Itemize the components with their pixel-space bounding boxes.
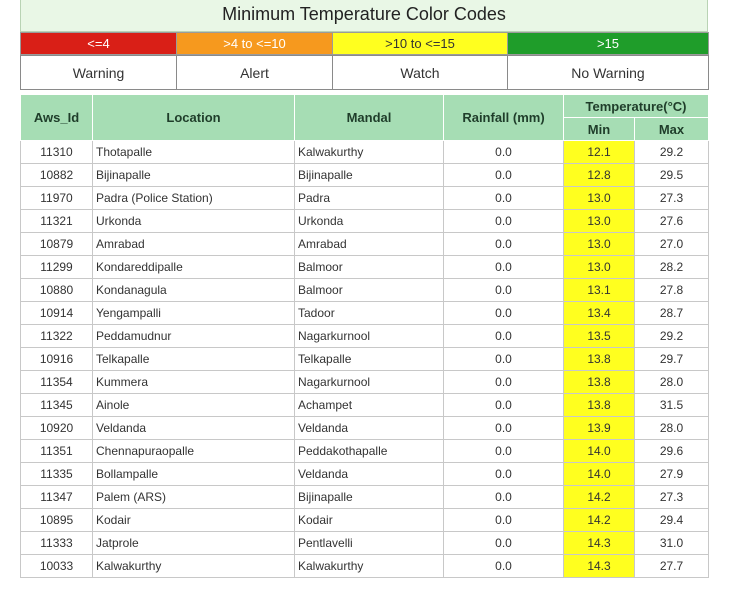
cell-rainfall: 0.0 (444, 210, 564, 233)
cell-mandal: Nagarkurnool (295, 371, 444, 394)
cell-aws-id: 11322 (21, 325, 93, 348)
cell-min-temp: 12.1 (564, 141, 635, 164)
cell-max-temp: 29.5 (635, 164, 709, 187)
cell-location: Bollampalle (93, 463, 295, 486)
cell-aws-id: 11335 (21, 463, 93, 486)
table-row (21, 509, 709, 532)
cell-aws-id: 10920 (21, 417, 93, 440)
cell-mandal: Kodair (295, 509, 444, 532)
cell-min-temp: 13.8 (564, 371, 635, 394)
cell-rainfall: 0.0 (444, 417, 564, 440)
cell-max-temp: 27.0 (635, 233, 709, 256)
cell-aws-id: 10914 (21, 302, 93, 325)
table-row (21, 394, 709, 417)
cell-location: Padra (Police Station) (93, 187, 295, 210)
cell-mandal: Balmoor (295, 256, 444, 279)
cell-location: Ainole (93, 394, 295, 417)
header-min: Min (564, 118, 635, 141)
cell-max-temp: 29.6 (635, 440, 709, 463)
table-row (21, 164, 709, 187)
table-row (21, 532, 709, 555)
legend-range-no-warning: >15 (508, 33, 709, 55)
table-row (21, 325, 709, 348)
cell-max-temp: 27.3 (635, 187, 709, 210)
table-row (21, 187, 709, 210)
cell-min-temp: 13.8 (564, 394, 635, 417)
cell-aws-id: 10033 (21, 555, 93, 578)
cell-aws-id: 11333 (21, 532, 93, 555)
header-location: Location (93, 95, 295, 141)
table-row (21, 233, 709, 256)
cell-max-temp: 29.7 (635, 348, 709, 371)
legend-range-row (21, 33, 709, 55)
cell-location: Thotapalle (93, 141, 295, 164)
cell-max-temp: 29.4 (635, 509, 709, 532)
cell-rainfall: 0.0 (444, 440, 564, 463)
table-row (21, 256, 709, 279)
cell-mandal: Peddakothapalle (295, 440, 444, 463)
cell-min-temp: 14.0 (564, 463, 635, 486)
legend-label-alert: Alert (177, 56, 333, 90)
table-row (21, 210, 709, 233)
cell-rainfall: 0.0 (444, 394, 564, 417)
cell-min-temp: 14.2 (564, 509, 635, 532)
cell-mandal: Pentlavelli (295, 532, 444, 555)
cell-aws-id: 11321 (21, 210, 93, 233)
header-rainfall: Rainfall (mm) (444, 95, 564, 141)
color-code-legend (20, 32, 709, 55)
legend-range-warning: <=4 (21, 33, 177, 55)
header-aws-id: Aws_Id (21, 95, 93, 141)
cell-rainfall: 0.0 (444, 509, 564, 532)
color-code-labels (20, 55, 709, 90)
cell-min-temp: 14.3 (564, 555, 635, 578)
cell-mandal: Telkapalle (295, 348, 444, 371)
table-row (21, 279, 709, 302)
table-row (21, 371, 709, 394)
cell-rainfall: 0.0 (444, 325, 564, 348)
cell-rainfall: 0.0 (444, 302, 564, 325)
cell-max-temp: 27.3 (635, 486, 709, 509)
cell-min-temp: 13.5 (564, 325, 635, 348)
cell-max-temp: 27.8 (635, 279, 709, 302)
cell-max-temp: 28.7 (635, 302, 709, 325)
table-row (21, 417, 709, 440)
cell-max-temp: 28.2 (635, 256, 709, 279)
cell-rainfall: 0.0 (444, 486, 564, 509)
cell-aws-id: 11351 (21, 440, 93, 463)
cell-aws-id: 10916 (21, 348, 93, 371)
cell-mandal: Bijinapalle (295, 486, 444, 509)
cell-min-temp: 13.8 (564, 348, 635, 371)
cell-location: Bijinapalle (93, 164, 295, 187)
cell-location: Kondanagula (93, 279, 295, 302)
cell-location: Urkonda (93, 210, 295, 233)
cell-rainfall: 0.0 (444, 555, 564, 578)
cell-aws-id: 11347 (21, 486, 93, 509)
header-mandal: Mandal (295, 95, 444, 141)
cell-max-temp: 29.2 (635, 325, 709, 348)
cell-location: Chennapuraopalle (93, 440, 295, 463)
cell-rainfall: 0.0 (444, 532, 564, 555)
cell-rainfall: 0.0 (444, 463, 564, 486)
header-temperature: Temperature(°C) (564, 95, 709, 118)
cell-max-temp: 31.5 (635, 394, 709, 417)
cell-aws-id: 10880 (21, 279, 93, 302)
cell-aws-id: 11299 (21, 256, 93, 279)
cell-mandal: Balmoor (295, 279, 444, 302)
legend-label-row (21, 56, 709, 90)
cell-mandal: Kalwakurthy (295, 141, 444, 164)
aws-data-table (20, 94, 709, 578)
cell-mandal: Kalwakurthy (295, 555, 444, 578)
cell-location: Jatprole (93, 532, 295, 555)
cell-aws-id: 10879 (21, 233, 93, 256)
cell-location: Yengampalli (93, 302, 295, 325)
cell-location: Veldanda (93, 417, 295, 440)
cell-location: Peddamudnur (93, 325, 295, 348)
cell-aws-id: 10895 (21, 509, 93, 532)
table-row (21, 486, 709, 509)
temperature-report (20, 0, 708, 578)
cell-min-temp: 13.0 (564, 233, 635, 256)
cell-mandal: Veldanda (295, 463, 444, 486)
table-row (21, 463, 709, 486)
table-row (21, 348, 709, 371)
cell-min-temp: 13.9 (564, 417, 635, 440)
table-row (21, 440, 709, 463)
cell-location: Kalwakurthy (93, 555, 295, 578)
cell-max-temp: 27.6 (635, 210, 709, 233)
cell-location: Amrabad (93, 233, 295, 256)
legend-label-watch: Watch (333, 56, 508, 90)
cell-rainfall: 0.0 (444, 348, 564, 371)
page-title: Minimum Temperature Color Codes (20, 0, 708, 32)
cell-max-temp: 27.7 (635, 555, 709, 578)
cell-rainfall: 0.0 (444, 164, 564, 187)
cell-location: Kummera (93, 371, 295, 394)
cell-min-temp: 14.3 (564, 532, 635, 555)
table-body (21, 141, 709, 578)
table-row (21, 555, 709, 578)
cell-aws-id: 10882 (21, 164, 93, 187)
cell-aws-id: 11310 (21, 141, 93, 164)
cell-min-temp: 13.0 (564, 187, 635, 210)
legend-range-watch: >10 to <=15 (333, 33, 508, 55)
cell-rainfall: 0.0 (444, 187, 564, 210)
cell-aws-id: 11970 (21, 187, 93, 210)
cell-aws-id: 11345 (21, 394, 93, 417)
cell-location: Telkapalle (93, 348, 295, 371)
cell-mandal: Tadoor (295, 302, 444, 325)
cell-max-temp: 28.0 (635, 371, 709, 394)
cell-rainfall: 0.0 (444, 141, 564, 164)
header-max: Max (635, 118, 709, 141)
cell-rainfall: 0.0 (444, 233, 564, 256)
cell-min-temp: 14.2 (564, 486, 635, 509)
legend-label-warning: Warning (21, 56, 177, 90)
cell-rainfall: 0.0 (444, 256, 564, 279)
cell-mandal: Bijinapalle (295, 164, 444, 187)
legend-range-alert: >4 to <=10 (177, 33, 333, 55)
cell-mandal: Amrabad (295, 233, 444, 256)
cell-min-temp: 12.8 (564, 164, 635, 187)
cell-rainfall: 0.0 (444, 279, 564, 302)
cell-mandal: Achampet (295, 394, 444, 417)
cell-max-temp: 27.9 (635, 463, 709, 486)
cell-mandal: Urkonda (295, 210, 444, 233)
table-row (21, 302, 709, 325)
cell-aws-id: 11354 (21, 371, 93, 394)
cell-min-temp: 13.0 (564, 210, 635, 233)
cell-location: Palem (ARS) (93, 486, 295, 509)
cell-location: Kondareddipalle (93, 256, 295, 279)
cell-max-temp: 29.2 (635, 141, 709, 164)
cell-mandal: Nagarkurnool (295, 325, 444, 348)
cell-location: Kodair (93, 509, 295, 532)
cell-max-temp: 28.0 (635, 417, 709, 440)
cell-min-temp: 13.1 (564, 279, 635, 302)
cell-mandal: Padra (295, 187, 444, 210)
cell-min-temp: 13.0 (564, 256, 635, 279)
legend-label-no-warning: No Warning (508, 56, 709, 90)
cell-max-temp: 31.0 (635, 532, 709, 555)
cell-min-temp: 13.4 (564, 302, 635, 325)
cell-mandal: Veldanda (295, 417, 444, 440)
cell-rainfall: 0.0 (444, 371, 564, 394)
cell-min-temp: 14.0 (564, 440, 635, 463)
table-row (21, 141, 709, 164)
